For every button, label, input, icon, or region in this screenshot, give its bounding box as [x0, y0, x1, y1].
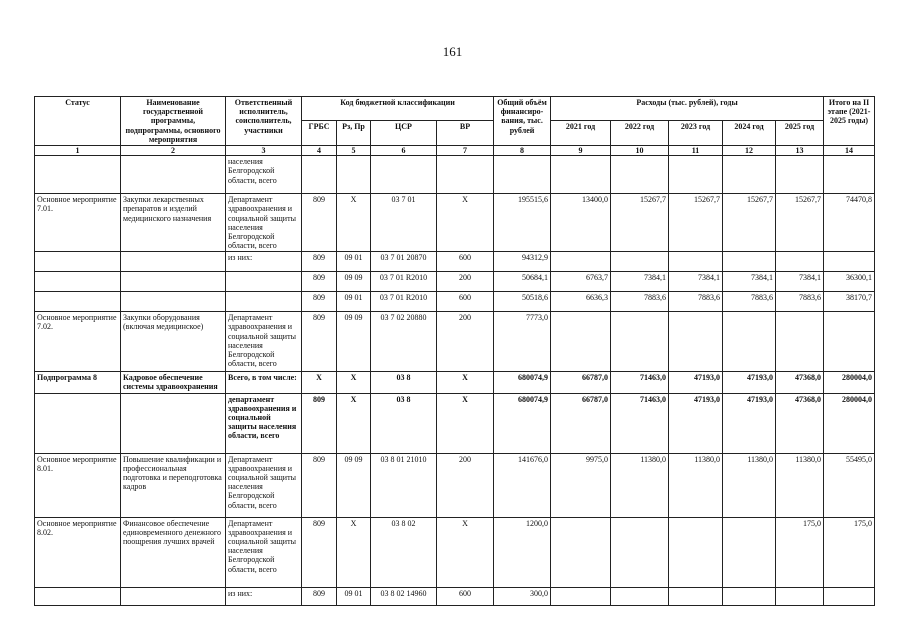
row-total-cell: 7773,0	[494, 312, 551, 372]
row-name-cell	[121, 156, 226, 194]
row-total-cell: 195515,6	[494, 194, 551, 252]
table-row	[35, 292, 875, 312]
column-index: 5	[337, 145, 371, 155]
row-status-cell	[35, 292, 121, 312]
row-total-cell: 680074,9	[494, 393, 551, 453]
table-row	[35, 393, 875, 453]
col-grbs-header: ГРБС	[302, 121, 337, 145]
col-name-header: Наименование государственной программы, подпрограммы, основного мероприятия	[121, 97, 226, 146]
row-responsible-cell: населения Белгородской области, всего	[226, 156, 302, 194]
row-grbs-cell: 809	[302, 517, 337, 587]
col-vr-header: ВР	[437, 121, 494, 145]
row-2021-cell: 66787,0	[551, 372, 611, 393]
page-number: 161	[442, 44, 463, 59]
row-total-cell: 680074,9	[494, 372, 551, 393]
row-2022-cell: 7883,6	[611, 292, 669, 312]
row-2024-cell: 11380,0	[723, 453, 776, 517]
row-vr-cell: Х	[437, 393, 494, 453]
row-rzpr-cell: 09 01	[337, 252, 371, 272]
row-status-cell: Основное мероприятие 8.01.	[35, 453, 121, 517]
row-name-cell	[121, 393, 226, 453]
row-stage-total-cell: 36300,1	[824, 272, 875, 292]
row-2025-cell	[776, 252, 824, 272]
row-vr-cell: 600	[437, 252, 494, 272]
row-csr-cell: 03 8	[371, 393, 437, 453]
row-name-cell	[121, 272, 226, 292]
table-row	[35, 252, 875, 272]
row-2025-cell: 7384,1	[776, 272, 824, 292]
row-csr-cell: 03 7 01 R2010	[371, 272, 437, 292]
row-status-cell	[35, 587, 121, 605]
table-row	[35, 517, 875, 587]
row-2025-cell	[776, 156, 824, 194]
row-responsible-cell	[226, 292, 302, 312]
col-2025-header: 2025 год	[776, 121, 824, 145]
table-row	[35, 156, 875, 194]
row-name-cell: Закупки лекарственных препаратов и изделий медицинского назначения	[121, 194, 226, 252]
row-2025-cell: 15267,7	[776, 194, 824, 252]
row-2024-cell: 47193,0	[723, 393, 776, 453]
row-responsible-cell: Департамент здравоохранения и социальной защиты населения Белгородской области, всего	[226, 453, 302, 517]
column-index: 13	[776, 145, 824, 155]
column-index: 14	[824, 145, 875, 155]
row-total-cell: 94312,9	[494, 252, 551, 272]
budget-table	[34, 96, 875, 606]
row-responsible-cell: из них:	[226, 252, 302, 272]
row-responsible-cell: департамент здравоохранения и социальной защиты населения области, всего	[226, 393, 302, 453]
row-vr-cell	[437, 156, 494, 194]
row-total-cell: 50518,6	[494, 292, 551, 312]
row-csr-cell: 03 8 02	[371, 517, 437, 587]
row-2022-cell: 71463,0	[611, 372, 669, 393]
col-csr-header: ЦСР	[371, 121, 437, 145]
row-rzpr-cell: 09 09	[337, 272, 371, 292]
row-grbs-cell: 809	[302, 587, 337, 605]
row-vr-cell: 600	[437, 292, 494, 312]
row-csr-cell: 03 7 01	[371, 194, 437, 252]
row-responsible-cell: из них:	[226, 587, 302, 605]
row-vr-cell: Х	[437, 194, 494, 252]
row-stage-total-cell	[824, 156, 875, 194]
col-2021-header: 2021 год	[551, 121, 611, 145]
row-status-cell: Основное мероприятие 7.02.	[35, 312, 121, 372]
row-status-cell: Основное мероприятие 8.02.	[35, 517, 121, 587]
col-rzpr-header: Рз, Пр	[337, 121, 371, 145]
row-name-cell: Повышение квалификации и профессиональная подготовка и переподготовка кадров	[121, 453, 226, 517]
row-status-cell: Подпрограмма 8	[35, 372, 121, 393]
col-2024-header: 2024 год	[723, 121, 776, 145]
column-index: 4	[302, 145, 337, 155]
row-2021-cell	[551, 156, 611, 194]
row-2021-cell	[551, 517, 611, 587]
row-2023-cell	[669, 312, 723, 372]
row-2023-cell: 11380,0	[669, 453, 723, 517]
row-csr-cell: 03 7 01 20870	[371, 252, 437, 272]
row-2022-cell: 7384,1	[611, 272, 669, 292]
row-rzpr-cell: Х	[337, 194, 371, 252]
col-2023-header: 2023 год	[669, 121, 723, 145]
row-responsible-cell: Всего, в том числе:	[226, 372, 302, 393]
row-vr-cell: 200	[437, 453, 494, 517]
row-2024-cell	[723, 252, 776, 272]
row-total-cell: 141676,0	[494, 453, 551, 517]
row-grbs-cell: Х	[302, 372, 337, 393]
row-2021-cell: 9975,0	[551, 453, 611, 517]
row-2025-cell: 47368,0	[776, 393, 824, 453]
row-stage-total-cell: 280004,0	[824, 372, 875, 393]
row-total-cell: 50684,1	[494, 272, 551, 292]
row-2022-cell	[611, 517, 669, 587]
row-name-cell	[121, 252, 226, 272]
row-vr-cell: 200	[437, 312, 494, 372]
row-grbs-cell: 809	[302, 272, 337, 292]
row-2021-cell: 6763,7	[551, 272, 611, 292]
row-csr-cell: 03 7 02 20880	[371, 312, 437, 372]
header-row	[35, 97, 875, 121]
row-csr-cell	[371, 156, 437, 194]
row-2023-cell	[669, 156, 723, 194]
row-2022-cell: 15267,7	[611, 194, 669, 252]
row-2025-cell	[776, 587, 824, 605]
row-2025-cell: 7883,6	[776, 292, 824, 312]
row-2025-cell: 175,0	[776, 517, 824, 587]
row-name-cell: Финансовое обеспечение единовременного денежного поощрения лучших врачей	[121, 517, 226, 587]
row-stage-total-cell: 38170,7	[824, 292, 875, 312]
row-2024-cell	[723, 312, 776, 372]
row-2023-cell	[669, 252, 723, 272]
table-row	[35, 587, 875, 605]
row-2024-cell: 7883,6	[723, 292, 776, 312]
row-stage-total-cell: 175,0	[824, 517, 875, 587]
row-2022-cell	[611, 252, 669, 272]
row-name-cell	[121, 292, 226, 312]
col-bcc-group-header: Код бюджетной классификации	[302, 97, 494, 121]
row-2024-cell: 47193,0	[723, 372, 776, 393]
row-stage-total-cell: 280004,0	[824, 393, 875, 453]
row-name-cell	[121, 587, 226, 605]
row-grbs-cell: 809	[302, 312, 337, 372]
row-rzpr-cell: Х	[337, 517, 371, 587]
row-csr-cell: 03 8 02 14960	[371, 587, 437, 605]
row-vr-cell: Х	[437, 517, 494, 587]
row-rzpr-cell: 09 09	[337, 312, 371, 372]
table-row	[35, 272, 875, 292]
row-stage-total-cell	[824, 252, 875, 272]
row-stage-total-cell	[824, 587, 875, 605]
column-index: 2	[121, 145, 226, 155]
row-2024-cell	[723, 517, 776, 587]
column-index: 8	[494, 145, 551, 155]
row-2021-cell	[551, 587, 611, 605]
col-total-stage-header: Итого на II этапе (2021-2025 годы)	[824, 97, 875, 146]
row-vr-cell: 200	[437, 272, 494, 292]
row-2022-cell: 71463,0	[611, 393, 669, 453]
row-responsible-cell	[226, 272, 302, 292]
row-rzpr-cell: 09 01	[337, 587, 371, 605]
row-responsible-cell: Департамент здравоохранения и социальной защиты населения Белгородской области, всего	[226, 517, 302, 587]
row-responsible-cell: Департамент здравоохранения и социальной защиты населения Белгородской области, всего	[226, 194, 302, 252]
row-stage-total-cell: 74470,8	[824, 194, 875, 252]
row-2022-cell	[611, 312, 669, 372]
row-2022-cell	[611, 587, 669, 605]
row-grbs-cell	[302, 156, 337, 194]
column-index: 1	[35, 145, 121, 155]
row-2023-cell	[669, 517, 723, 587]
row-2025-cell: 11380,0	[776, 453, 824, 517]
row-2024-cell	[723, 156, 776, 194]
row-2023-cell: 15267,7	[669, 194, 723, 252]
col-2022-header: 2022 год	[611, 121, 669, 145]
row-stage-total-cell: 55495,0	[824, 453, 875, 517]
col-total-volume-header: Общий объём финансиро-вания, тыс. рублей	[494, 97, 551, 146]
row-2022-cell: 11380,0	[611, 453, 669, 517]
row-2021-cell	[551, 312, 611, 372]
row-responsible-cell: Департамент здравоохранения и социальной защиты населения Белгородской области, всего	[226, 312, 302, 372]
column-index: 11	[669, 145, 723, 155]
row-rzpr-cell: 09 01	[337, 292, 371, 312]
row-2024-cell: 7384,1	[723, 272, 776, 292]
row-status-cell	[35, 156, 121, 194]
row-2022-cell	[611, 156, 669, 194]
row-status-cell: Основное мероприятие 7.01.	[35, 194, 121, 252]
row-total-cell	[494, 156, 551, 194]
col-responsible-header: Ответственный исполнитель, соисполнитель, участники	[226, 97, 302, 146]
row-2021-cell: 6636,3	[551, 292, 611, 312]
row-grbs-cell: 809	[302, 252, 337, 272]
row-grbs-cell: 809	[302, 453, 337, 517]
row-rzpr-cell: Х	[337, 393, 371, 453]
row-stage-total-cell	[824, 312, 875, 372]
row-csr-cell: 03 8	[371, 372, 437, 393]
row-2021-cell: 13400,0	[551, 194, 611, 252]
row-2025-cell	[776, 312, 824, 372]
column-index: 10	[611, 145, 669, 155]
column-index: 7	[437, 145, 494, 155]
row-2023-cell: 7384,1	[669, 272, 723, 292]
column-index: 12	[723, 145, 776, 155]
col-expenses-group-header: Расходы (тыс. рублей), годы	[551, 97, 824, 121]
row-2025-cell: 47368,0	[776, 372, 824, 393]
row-csr-cell: 03 7 01 R2010	[371, 292, 437, 312]
row-grbs-cell: 809	[302, 393, 337, 453]
row-status-cell	[35, 393, 121, 453]
table-row	[35, 194, 875, 252]
row-name-cell: Кадровое обеспечение системы здравоохранения	[121, 372, 226, 393]
row-total-cell: 1200,0	[494, 517, 551, 587]
table-body	[35, 156, 875, 606]
row-2021-cell	[551, 252, 611, 272]
row-status-cell	[35, 272, 121, 292]
col-status-header: Статус	[35, 97, 121, 146]
table-row	[35, 312, 875, 372]
row-2024-cell: 15267,7	[723, 194, 776, 252]
table-row	[35, 453, 875, 517]
row-2023-cell: 47193,0	[669, 393, 723, 453]
row-csr-cell: 03 8 01 21010	[371, 453, 437, 517]
row-name-cell: Закупки оборудования (включая медицинское)	[121, 312, 226, 372]
row-2021-cell: 66787,0	[551, 393, 611, 453]
row-rzpr-cell: Х	[337, 372, 371, 393]
row-2024-cell	[723, 587, 776, 605]
row-2023-cell: 47193,0	[669, 372, 723, 393]
table-row	[35, 372, 875, 393]
row-status-cell	[35, 252, 121, 272]
column-index: 3	[226, 145, 302, 155]
row-grbs-cell: 809	[302, 292, 337, 312]
column-index-row	[35, 145, 875, 155]
row-rzpr-cell	[337, 156, 371, 194]
row-2023-cell: 7883,6	[669, 292, 723, 312]
row-total-cell: 300,0	[494, 587, 551, 605]
column-index: 6	[371, 145, 437, 155]
row-vr-cell: Х	[437, 372, 494, 393]
row-vr-cell: 600	[437, 587, 494, 605]
row-rzpr-cell: 09 09	[337, 453, 371, 517]
column-index: 9	[551, 145, 611, 155]
row-2023-cell	[669, 587, 723, 605]
row-grbs-cell: 809	[302, 194, 337, 252]
